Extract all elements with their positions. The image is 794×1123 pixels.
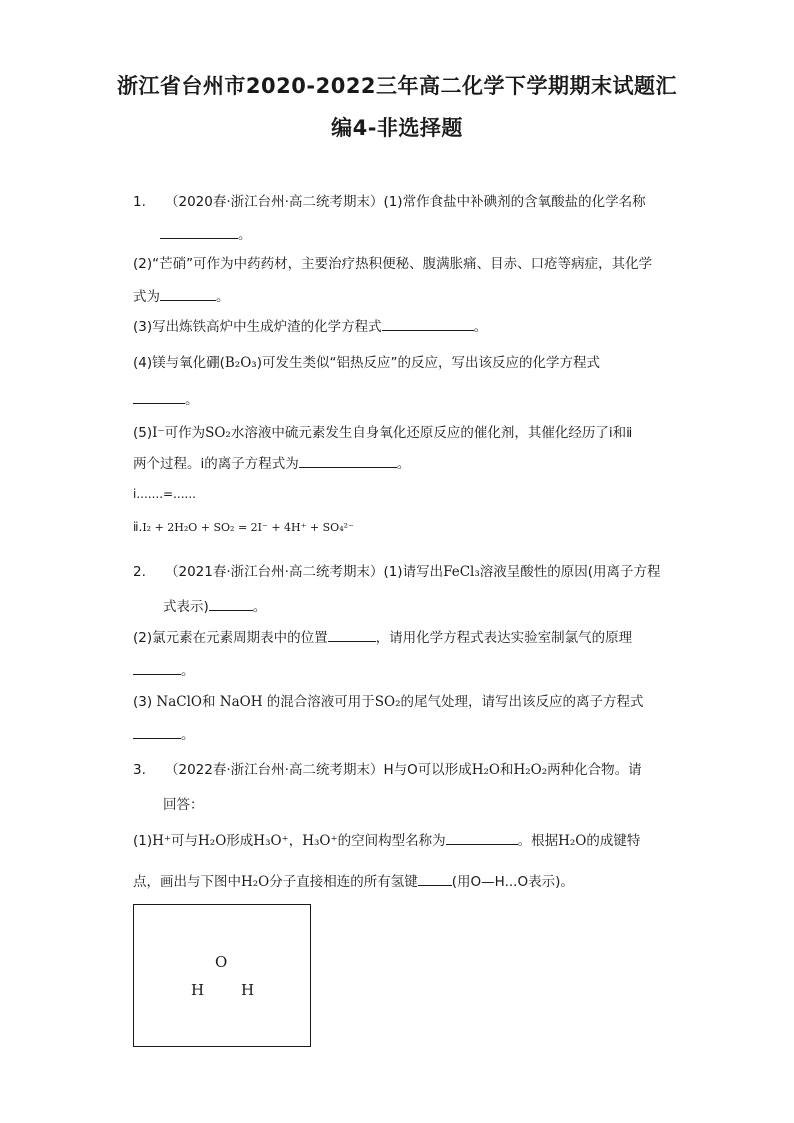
q1-part5-line1: (5)I⁻可作为SO₂水溶液中硫元素发生自身氧化还原反应的催化剂，其催化经历了ⅰ和ⅱ [133,425,633,441]
q2-part3: (3) NaClO和 NaOH 的混合溶液可用于SO₂的尾气处理，请写出该反应的离子方程式 [133,694,644,710]
q1-part2-blank[interactable] [160,288,216,301]
q2-part2-blank-a[interactable] [328,629,376,642]
formula-so2-b: SO₂ [374,694,401,710]
q2-part3-blank[interactable] [133,726,181,739]
formula-fecl3: FeCl₃ [443,564,480,580]
q1-part1-text: (1)常作食盐中补碘剂的含氧酸盐的化学名称 [383,194,646,210]
q1-part3-blank[interactable] [382,318,474,331]
doc-title-line2: 编4-非选择题 [331,116,463,140]
q2-part1-blank[interactable] [209,598,253,611]
q3-part1-line2: 点，画出与下图中H₂O分子直接相连的所有氢键 (用O—H...O表示)。 [133,874,574,890]
q1-step-ii: ⅱ.I₂ + 2H₂O + SO₂ = 2I⁻ + 4H⁺ + SO₄²⁻ [133,520,354,534]
q1-part1-blank[interactable] [160,226,238,239]
formula-iodide: I⁻ [152,425,165,441]
q1-number: 1. [133,194,146,210]
q2-number: 2. [133,564,146,580]
q2-line2: 式表示) 。 [163,599,267,615]
q1-step-ii-equation: I₂ + 2H₂O + SO₂ = 2I⁻ + 4H⁺ + SO₄²⁻ [142,521,354,534]
q1-part4: (4)镁与氧化硼(B₂O₃)可发生类似“铝热反应”的反应，写出该反应的化学方程式 [133,355,600,371]
q1-part2-line1: (2)“芒硝”可作为中药药材，主要治疗热积便秘、腹满胀痛、目赤、口疮等病症，其化学 [133,256,653,272]
formula-naclo: NaClO [156,694,202,710]
atom-hydrogen-left: H [191,981,205,999]
q3-number: 3. [133,762,146,778]
q1-part2-line2: 式为 。 [133,289,230,305]
q2-line1: 2. （2021春·浙江台州·高二统考期末）(1)请写出FeCl₃溶液呈酸性的原因(用离子方程 [133,564,661,580]
formula-h2o2: H₂O₂ [513,762,548,778]
formula-so2: SO₂ [205,425,231,441]
formula-naoh: NaOH [219,694,263,710]
q3-part1-line1: (1)H⁺可与H₂O形成H₃O⁺，H₃O⁺的空间构型名称为 。根据H₂O的成键特 [133,833,641,849]
q2-source: （2021春·浙江台州·高二统考期末） [165,564,384,580]
water-molecule-figure [133,904,311,1047]
q1-part4-blank[interactable] [133,391,185,404]
q1-line2: 。 [160,226,252,244]
q1-source: （2020春·浙江台州·高二统考期末） [165,194,384,210]
atom-hydrogen-right: H [241,981,255,999]
q1-part5-blank[interactable] [299,455,397,468]
q3-line1: 3. （2022春·浙江台州·高二统考期末）H与O可以形成H₂O和H₂O₂两种化合物。请 [133,762,642,778]
q1-part3: (3)写出炼铁高炉中生成炉渣的化学方程式 。 [133,319,488,335]
q2-part2-answer: 。 [133,662,195,680]
doc-title-line1: 浙江省台州市2020-2022三年高二化学下学期期末试题汇 [116,74,678,98]
q2-part2: (2)氯元素在元素周期表中的位置 ，请用化学方程式表达实验室制氯气的原理 [133,630,633,646]
q3-source: （2022春·浙江台州·高二统考期末） [165,762,384,778]
q1-step-i: ⅰ.......=...... [133,487,196,501]
q1-part4-answer: 。 [133,391,199,409]
q1-line1 [133,193,646,211]
q3-part1-blank-a[interactable] [446,832,518,845]
atom-oxygen: O [215,953,228,971]
q2-part3-answer: 。 [133,726,195,744]
q1-part5-line2: 两个过程。ⅰ的离子方程式为 。 [133,456,411,472]
q3-part1-blank-b[interactable] [418,873,452,886]
q3-line2: 回答： [163,797,204,813]
q2-part2-blank-b[interactable] [133,662,181,675]
formula-b2o3: B₂O₃ [224,355,257,371]
formula-h2o: H₂O [471,762,500,778]
